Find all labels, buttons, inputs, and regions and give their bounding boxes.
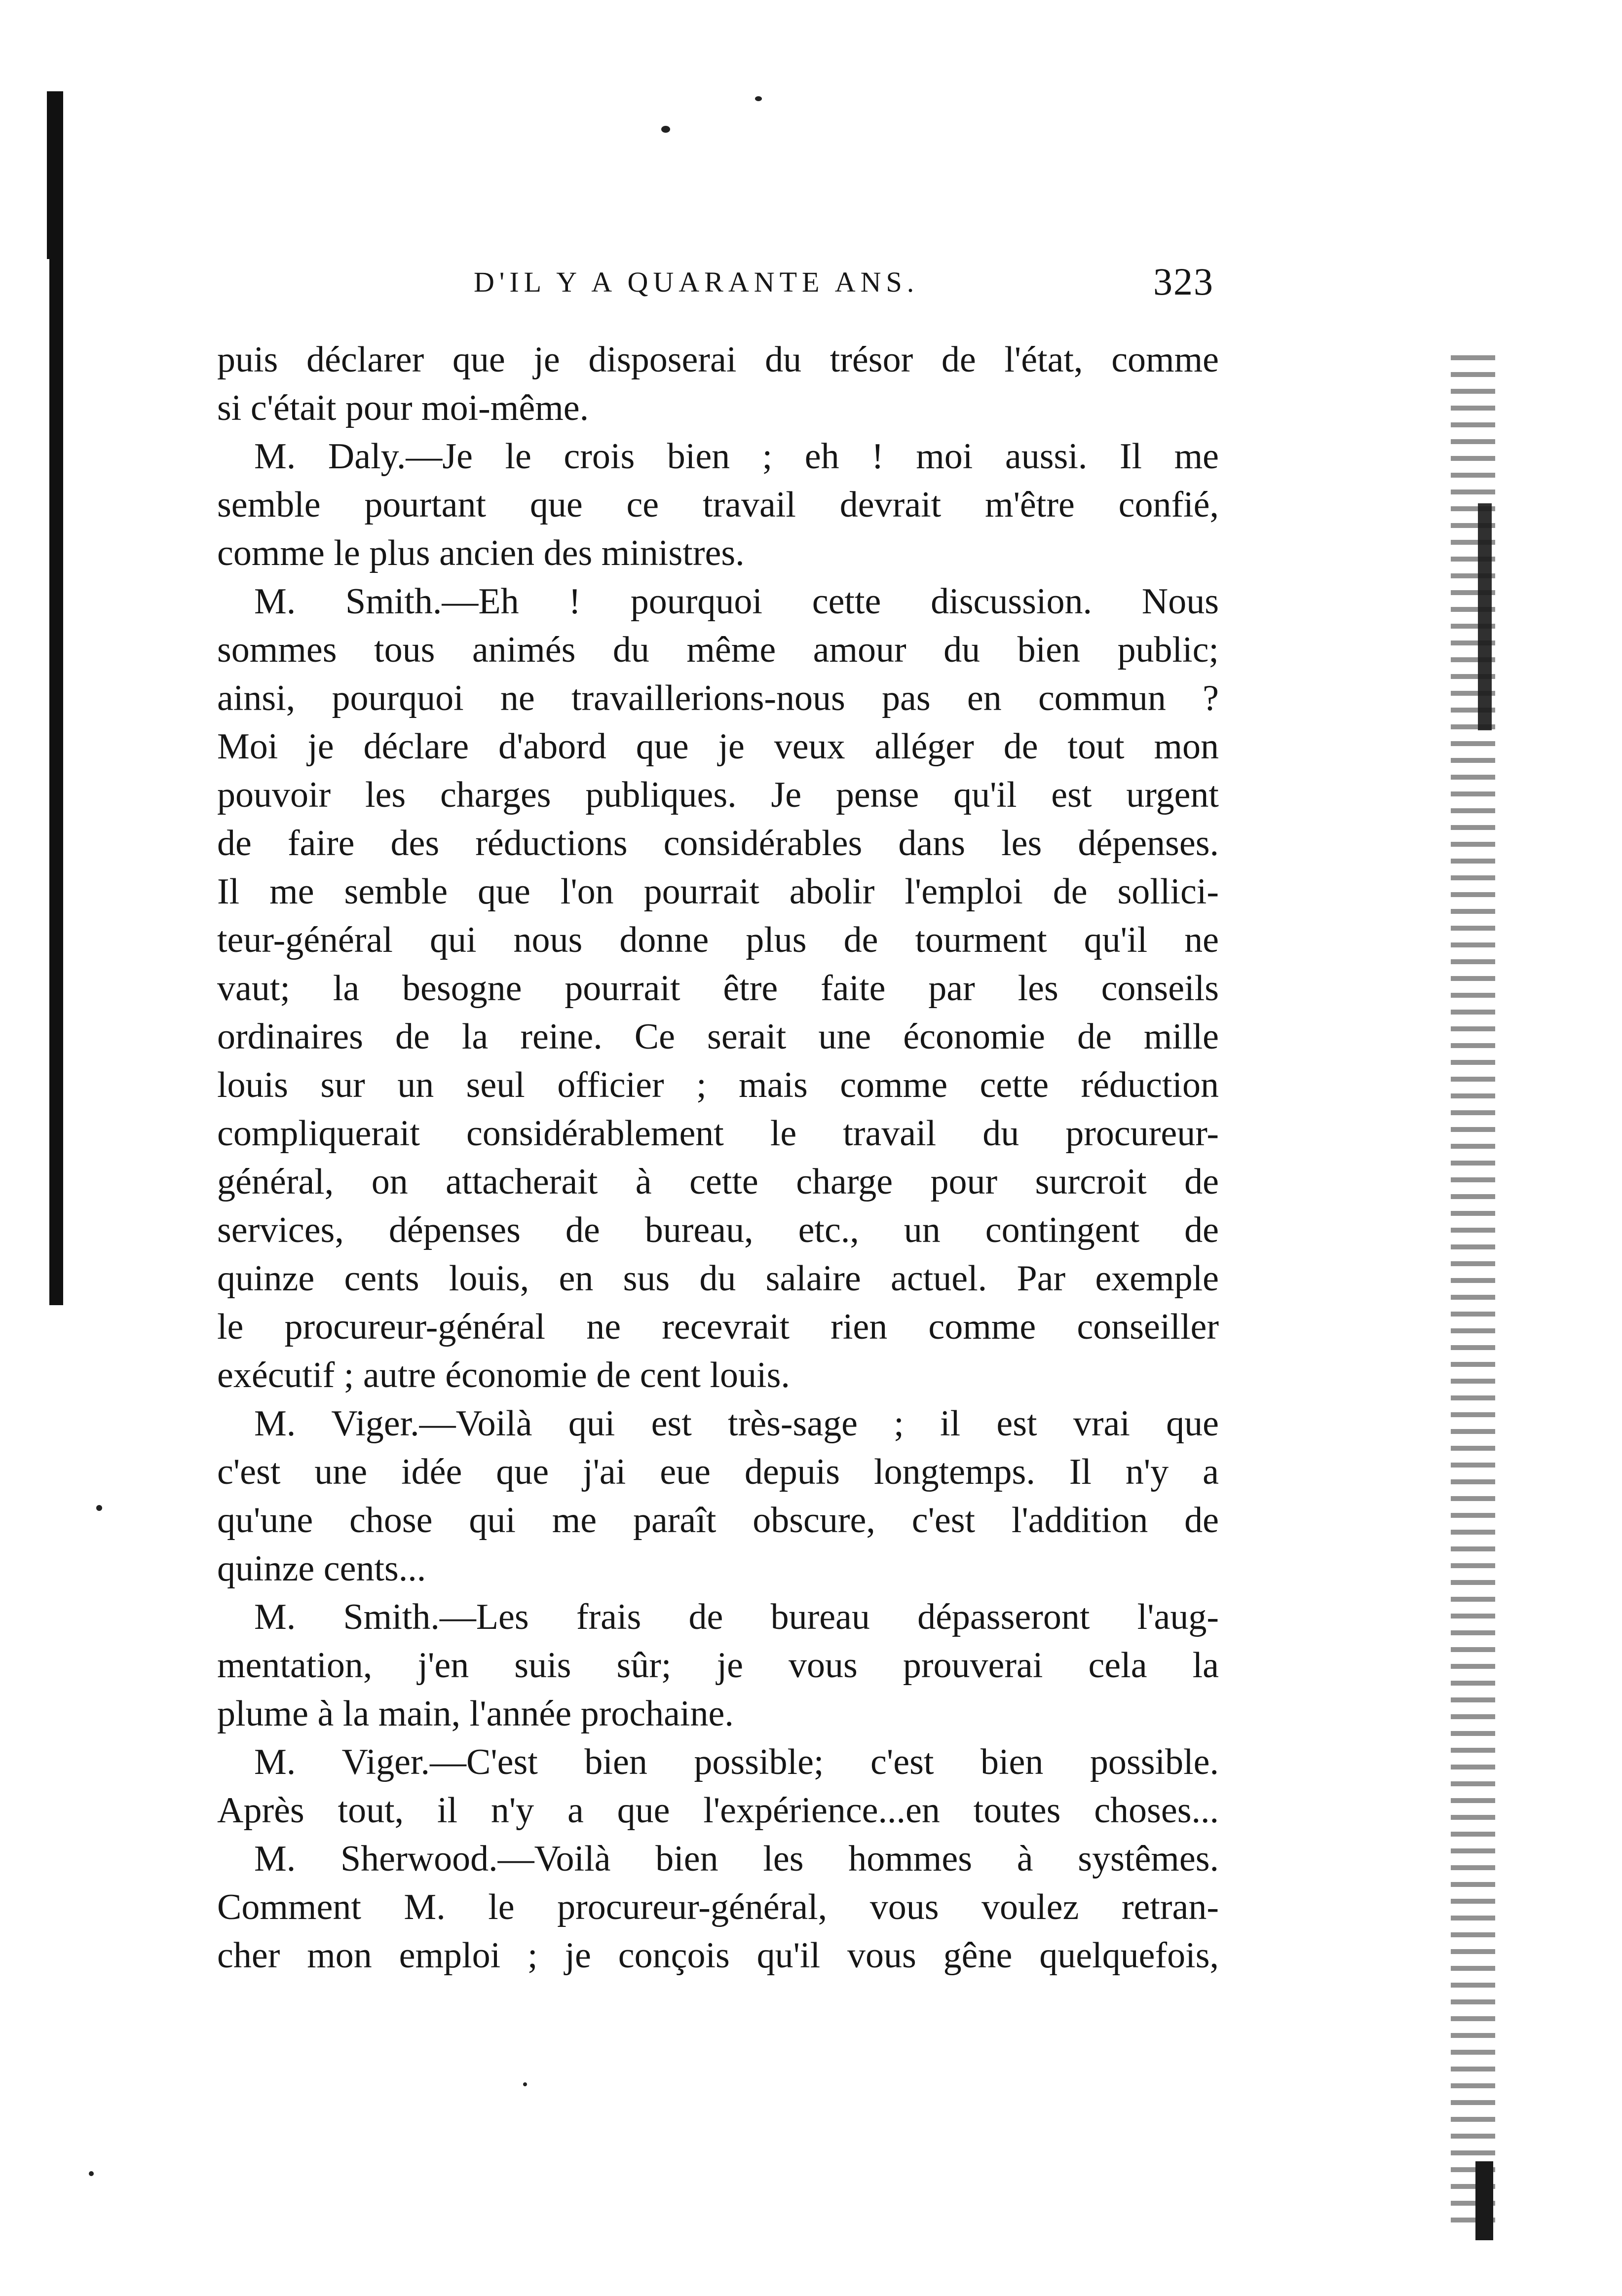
text-line: compliquerait considérablement le travail du procureur- [217,1113,1219,1154]
text-line: M. Smith.—Eh ! pourquoi cette discussion. Nous [254,581,1219,622]
running-title: D'IL Y A QUARANTE ANS. [474,266,919,298]
text-line: Moi je déclare d'abord que je veux alléger de tout mon [217,726,1219,767]
running-head [217,256,1214,310]
text-line: quinze cents louis, en sus du salaire actuel. Par exemple [217,1258,1219,1299]
text-line: pouvoir les charges publiques. Je pense qu'il est urgent [217,775,1219,815]
scan-edge-left-shadow [47,91,51,259]
text-line: cher mon emploi ; je conçois qu'il vous gêne quelquefois, [217,1935,1219,1976]
body-text [217,336,1219,1980]
text-line: ainsi, pourquoi ne travaillerions-nous pas en commun ? [217,678,1219,718]
text-line: Comment M. le procureur-général, vous voulez retran- [217,1887,1219,1927]
text-line: semble pourtant que ce travail devrait m'être confié, [217,485,1219,525]
scan-edge-right-bottom [1475,2161,1493,2240]
text-line: Il me semble que l'on pourrait abolir l'emploi de sollici- [217,871,1219,912]
text-line: comme le plus ancien des ministres. [217,533,745,573]
text-line: de faire des réductions considérables dans les dépenses. [217,823,1219,864]
text-line: exécutif ; autre économie de cent louis. [217,1355,790,1395]
text-line: plume à la main, l'année prochaine. [217,1694,734,1734]
text-line: Après tout, il n'y a que l'expérience...en toutes choses... [217,1790,1219,1831]
scan-speck [661,126,670,133]
scan-speck [523,2082,527,2086]
text-line: le procureur-général ne recevrait rien comme conseiller [217,1307,1219,1347]
text-line: c'est une idée que j'ai eue depuis longtemps. Il n'y a [217,1452,1219,1492]
scan-edge-left [49,91,63,1305]
text-line: puis déclarer que je disposerai du trésor de l'état, comme [217,339,1219,380]
text-line: M. Smith.—Les frais de bureau dépasseront l'aug- [254,1597,1219,1637]
text-line: services, dépenses de bureau, etc., un contingent de [217,1210,1219,1250]
scan-speck [96,1505,102,1511]
text-line: vaut; la besogne pourrait être faite par les conseils [217,968,1219,1009]
text-line: teur-général qui nous donne plus de tourment qu'il ne [217,920,1219,960]
page-number: 323 [1153,260,1214,303]
text-line: M. Viger.—C'est bien possible; c'est bien possible. [254,1742,1219,1782]
text-line: mentation, j'en suis sûr; je vous prouverai cela la [217,1645,1219,1686]
text-line: quinze cents... [217,1548,426,1589]
text-line: qu'une chose qui me paraît obscure, c'est l'addition de [217,1500,1219,1541]
text-line: général, on attacherait à cette charge pour surcroit de [217,1162,1219,1202]
scan-speck [755,96,762,101]
text-line: M. Daly.—Je le crois bien ; eh ! moi aussi. Il me [254,436,1219,477]
text-line: si c'était pour moi-même. [217,388,589,428]
scan-edge-right-dark [1478,503,1492,730]
text-line: M. Viger.—Voilà qui est très-sage ; il est vrai que [254,1403,1219,1444]
text-line: sommes tous animés du même amour du bien public; [217,630,1219,670]
text-line: ordinaires de la reine. Ce serait une économie de mille [217,1016,1219,1057]
text-line: louis sur un seul officier ; mais comme cette réduction [217,1065,1219,1105]
scan-speck [89,2171,94,2176]
text-line: M. Sherwood.—Voilà bien les hommes à systêmes. [254,1839,1219,1879]
